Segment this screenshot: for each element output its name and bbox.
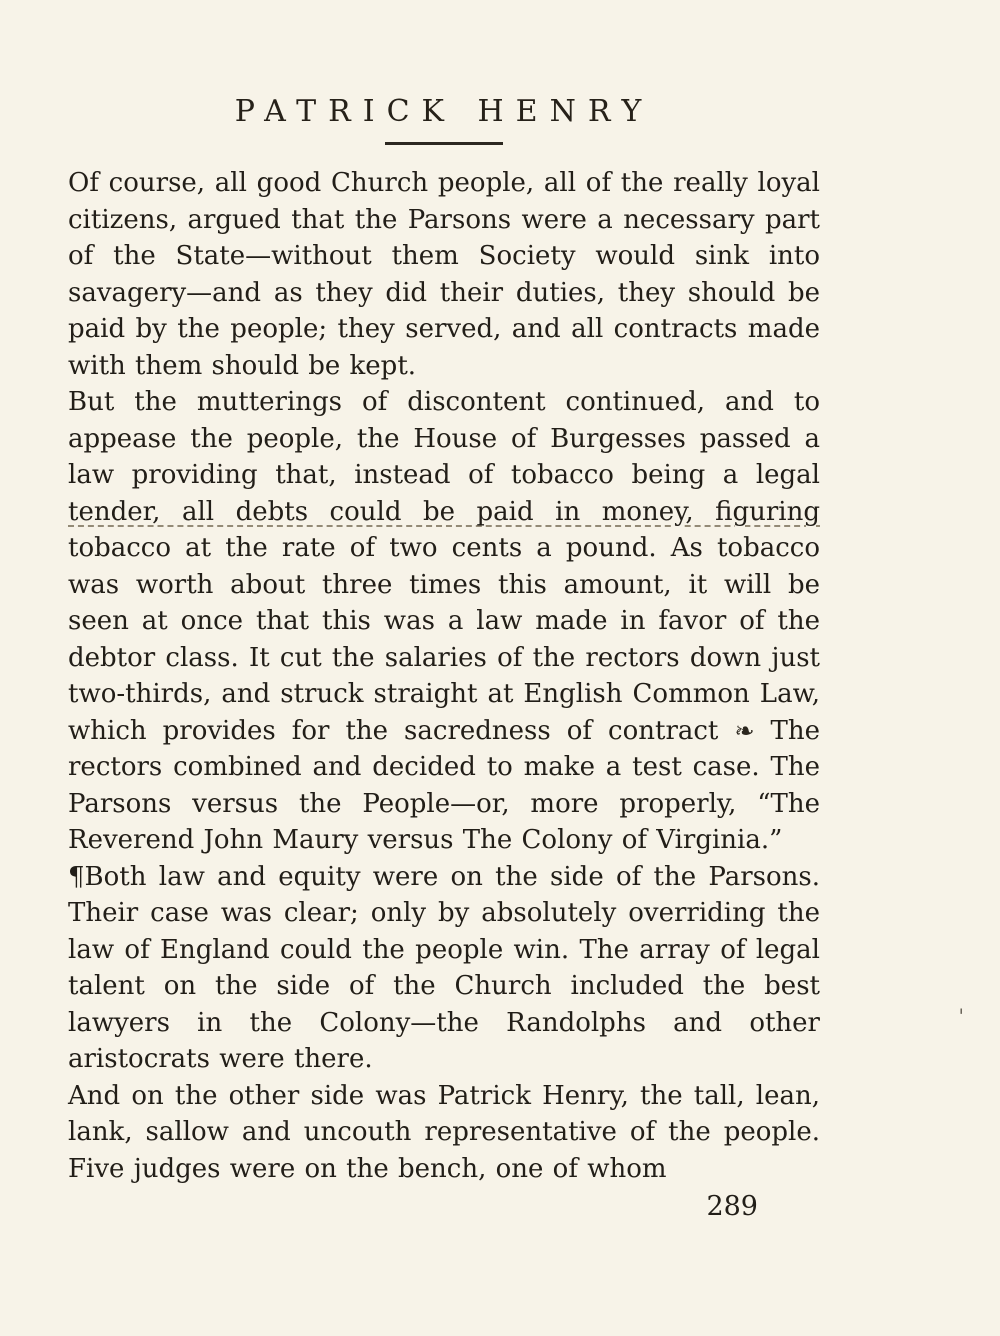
paragraph-2-text-a: But the mutterings of discontent continued, and to appease the people, the House of Burgesses passed a law providing that, instead of tobacco being a legal [68, 387, 820, 490]
paragraph-4: And on the other side was Patrick Henry, the tall, lean, lank, sallow and uncouth representative of the people. Five judges were on the bench, one of whom [68, 1080, 820, 1184]
paragraph-3: ¶Both law and equity were on the side of the Parsons. Their case was clear; only by absolutely overriding the law of England could the people win. The array of legal talent on the side of the Church included the best lawyers in the Colony—the Randolphs and other aristocrats were there. [68, 861, 820, 1074]
title-divider [385, 142, 503, 145]
paragraph-2-text-b: tobacco at the rate of two cents a pound. As tobacco was worth about three times this amount, it will be seen at once that this was a law made in favor of the debtor class. It cut the salaries of the rectors down just two-thirds, and struck straight at English Common Law, which provides for the sacredness of contract [68, 533, 820, 746]
paragraph-1: Of course, all good Church people, all of the really loyal citizens, argued that the Parsons were a necessary part of the State—without them Society would sink into savagery—and as they did their duties, they should be paid by the people; they served, and all contracts made with them should be kept. [68, 168, 820, 381]
page-number: 289 [706, 1191, 758, 1222]
paragraph-2 [68, 384, 820, 859]
text-column [68, 0, 820, 1222]
page-title: PATRICK HENRY [234, 94, 654, 129]
pencil-underlined-text: tender, all debts could be paid in money, figuring [68, 496, 820, 527]
printer-ornament-icon: ❧ [734, 716, 755, 745]
scan-artifact: ' [958, 1004, 964, 1028]
text-block [68, 165, 820, 1187]
paragraph-2-text-c: The rectors combined and decided to make a test case. The Parsons versus the People—or, more properly, “The Reverend John Maury versus The Colony of Virginia.” [68, 715, 820, 855]
